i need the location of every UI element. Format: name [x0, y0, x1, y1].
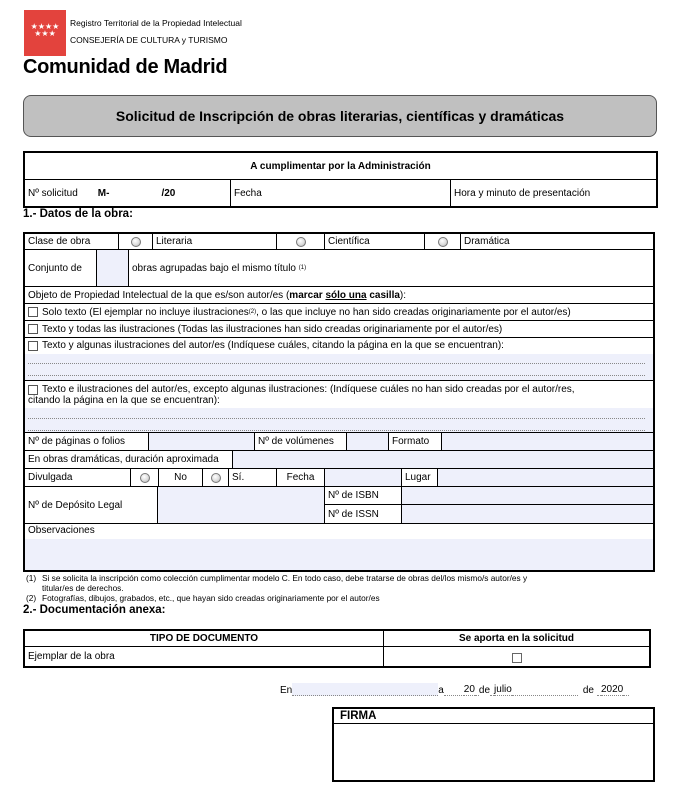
- annex-row-type: Ejemplar de la obra: [25, 647, 384, 666]
- comunidad-madrid-logo: [24, 10, 66, 56]
- checkbox-icon[interactable]: [28, 307, 38, 317]
- published-date-label: Fecha: [277, 469, 325, 487]
- organization-title: Comunidad de Madrid: [23, 56, 228, 78]
- option-text-all-illustrations[interactable]: Texto y todas las ilustraciones (Todas las ilustraciones han sido creadas originariamente por el autor/es): [25, 321, 653, 338]
- radio-icon[interactable]: [131, 237, 141, 247]
- issn-input[interactable]: [402, 505, 653, 524]
- admin-heading: A cumplimentar por la Administración: [25, 153, 656, 180]
- radio-cientifica[interactable]: [277, 234, 325, 250]
- set-description: obras agrupadas bajo el mismo título (1): [129, 250, 653, 287]
- legal-deposit-input[interactable]: [158, 487, 325, 524]
- annex-row-provided[interactable]: [384, 647, 649, 666]
- registry-name: Registro Territorial de la Propiedad Intelectual: [70, 18, 242, 28]
- some-illustrations-input[interactable]: [25, 354, 653, 380]
- admin-box: [23, 151, 658, 208]
- except-illustrations-input[interactable]: [25, 408, 653, 432]
- section2-title: 2.- Documentación anexa:: [23, 604, 166, 616]
- format-label: Formato: [389, 433, 442, 451]
- work-class-label: Clase de obra: [25, 234, 119, 250]
- signature-date-line: En a 20 de julio de 2020: [280, 683, 629, 696]
- published-date-input[interactable]: [325, 469, 402, 487]
- radio-published-yes[interactable]: [203, 469, 229, 487]
- place-label: Lugar: [402, 469, 438, 487]
- signature-box[interactable]: [332, 707, 655, 782]
- radio-icon[interactable]: [140, 473, 150, 483]
- radio-icon[interactable]: [211, 473, 221, 483]
- presentation-time-field[interactable]: Hora y minuto de presentación: [454, 187, 591, 199]
- checkbox-icon[interactable]: [28, 385, 38, 395]
- radio-literaria[interactable]: [119, 234, 153, 250]
- set-label: Conjunto de: [25, 250, 97, 287]
- isbn-label: Nº de ISBN: [325, 487, 402, 505]
- pages-label: Nº de páginas o folios: [25, 433, 149, 451]
- radio-dramatica[interactable]: [425, 234, 461, 250]
- checkbox-icon[interactable]: [512, 653, 522, 663]
- work-data-table: [23, 232, 655, 572]
- object-instruction: Objeto de Propiedad Intelectual de la que es/son autor/es ( marcar sólo una casilla ):: [25, 287, 653, 304]
- place-input[interactable]: [438, 469, 653, 487]
- signature-label: FIRMA: [334, 709, 653, 724]
- format-input[interactable]: [442, 433, 653, 451]
- radio-icon[interactable]: [438, 237, 448, 247]
- radio-published-no[interactable]: [131, 469, 159, 487]
- signature-place-input[interactable]: [292, 683, 438, 696]
- duration-input[interactable]: [233, 451, 653, 469]
- col-doc-type: TIPO DE DOCUMENTO: [25, 631, 384, 647]
- published-no-label: No: [159, 469, 203, 487]
- option-text-except-illustrations: Texto e ilustraciones del autor/es, excepto algunas ilustraciones: (Indíquese cuáles no han sido creadas por el autor/res, citando la página en la que se encuentran):: [25, 381, 653, 433]
- pages-input[interactable]: [149, 433, 255, 451]
- option-only-text[interactable]: Solo texto (El ejemplar no incluye ilustraciones (2) , o las que incluye no han sido creadas originariamente por el autor/es): [25, 304, 653, 321]
- checkbox-icon[interactable]: [28, 341, 38, 351]
- volumes-input[interactable]: [347, 433, 389, 451]
- form-title: Solicitud de Inscripción de obras literarias, científicas y dramáticas: [23, 95, 657, 137]
- option-dramatica-label: Dramática: [461, 234, 653, 250]
- observations-field: [25, 524, 653, 570]
- observations-input[interactable]: [25, 539, 653, 570]
- option-cientifica-label: Científica: [325, 234, 425, 250]
- published-yes-label: Sí.: [229, 469, 277, 487]
- issn-label: Nº de ISSN: [325, 505, 402, 524]
- published-label: Divulgada: [25, 469, 131, 487]
- department-name: CONSEJERÍA DE CULTURA y TURISMO: [70, 35, 228, 45]
- admin-date-field[interactable]: Fecha: [231, 180, 451, 206]
- observations-label: Observaciones: [28, 525, 95, 536]
- annex-docs-table: [23, 629, 651, 668]
- volumes-label: Nº de volúmenes: [255, 433, 347, 451]
- option-text-some-illustrations: Texto y algunas ilustraciones del autor/es (Indíquese cuáles, citando la página en la que se encuentran):: [25, 338, 653, 381]
- section1-title: 1.- Datos de la obra:: [23, 208, 133, 220]
- legal-deposit-label: Nº de Depósito Legal: [25, 487, 158, 524]
- checkbox-icon[interactable]: [28, 324, 38, 334]
- signature-month[interactable]: julio: [494, 684, 512, 695]
- footnotes: (1) Si se solicita la inscripción como colección cumplimentar modelo C. En todo caso, debe tratarse de obras del/los mismo/s autor/es y titular/es de derechos. (2) Fotografías, dibujos, grabados, etc., que hayan sido creadas originariamente por el autor/es: [26, 573, 528, 603]
- signature-day[interactable]: 20: [463, 684, 475, 695]
- isbn-input[interactable]: [402, 487, 653, 505]
- radio-icon[interactable]: [296, 237, 306, 247]
- set-count-input[interactable]: [97, 250, 129, 287]
- col-provided: Se aporta en la solicitud: [384, 631, 649, 647]
- request-number-field[interactable]: Nº solicitud M- /20: [25, 180, 231, 206]
- option-literaria-label: Literaria: [153, 234, 277, 250]
- signature-year[interactable]: 2020: [600, 684, 624, 695]
- duration-label: En obras dramáticas, duración aproximada: [25, 451, 233, 469]
- stars-icon: ★★★★ ★★★: [30, 22, 60, 38]
